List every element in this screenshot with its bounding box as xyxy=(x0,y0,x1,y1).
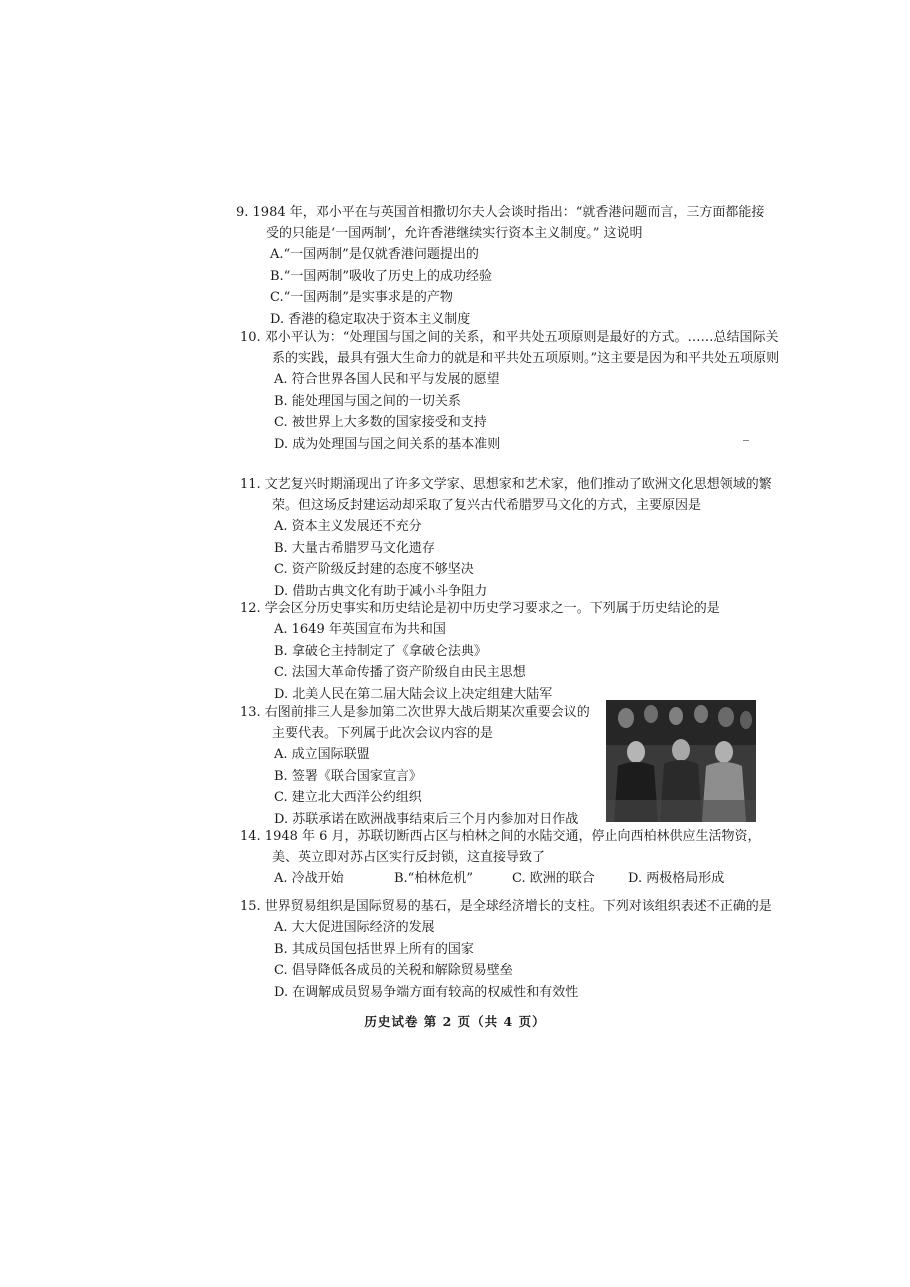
question-15 xyxy=(240,896,780,1003)
option-d: D. 借助古典文化有助于减小斗争阻力 xyxy=(274,583,488,599)
option-a: A. 资本主义发展还不充分 xyxy=(274,519,422,534)
option-b: B. 其成员国包括世界上所有的国家 xyxy=(274,941,474,957)
question-stem: 15. 世界贸易组织是国际贸易的基石，是全球经济增长的支柱。下列对该组织表述不正确的是 xyxy=(240,899,772,914)
option-c: C. 倡导降低各成员的关税和解除贸易壁垒 xyxy=(274,963,513,978)
option-d: D. 在调解成员贸易争端方面有较高的权威性和有效性 xyxy=(274,984,579,1000)
option-a: A.“一国两制”是仅就香港问题提出的 xyxy=(270,247,479,262)
question-13 xyxy=(240,702,590,830)
option-a: A. 符合世界各国人民和平与发展的愿望 xyxy=(274,372,500,387)
question-12 xyxy=(240,598,780,705)
option-b: B. 大量古希腊罗马文化遗存 xyxy=(274,540,435,556)
option-b: B.“一国两制”吸收了历史上的成功经验 xyxy=(270,268,492,284)
option-a: A. 大大促进国际经济的发展 xyxy=(274,920,435,935)
question-stem: 14. 1948 年 6 月，苏联切断西占区与柏林之间的水陆交通，停止向西柏林供应生活物资，美、英立即对苏占区实行反封锁，这直接导致了 xyxy=(240,829,761,865)
option-d: D. 两极格局形成 xyxy=(628,871,725,886)
question-stem: 13. 右图前排三人是参加第二次世界大战后期某次重要会议的主要代表。下列属于此次会议内容的是 xyxy=(240,705,590,741)
options-row xyxy=(274,868,780,889)
option-b: B.“柏林危机” xyxy=(394,871,473,886)
option-d: D. 北美人民在第二届大陆会议上决定组建大陆军 xyxy=(274,686,553,702)
option-a: A. 成立国际联盟 xyxy=(274,747,370,762)
option-c: C. 资产阶级反封建的态度不够坚决 xyxy=(274,562,474,577)
option-d: D. 苏联承诺在欧洲战事结束后三个月内参加对日作战 xyxy=(274,811,579,827)
question-9 xyxy=(236,202,776,330)
yalta-conference-photo xyxy=(606,700,756,822)
page-footer: 历史试卷 第 2 页（共 4 页） xyxy=(364,1014,546,1029)
option-a: A. 冷战开始 xyxy=(274,871,344,886)
option-b: B. 拿破仑主持制定了《拿破仑法典》 xyxy=(274,643,487,659)
question-stem: 11. 文艺复兴时期涌现出了许多文学家、思想家和艺术家，他们推动了欧洲文化思想领域的繁荣。但这场反封建运动却采取了复兴古代希腊罗马文化的方式，主要原因是 xyxy=(240,477,772,513)
question-stem: 10. 邓小平认为：“处理国与国之间的关系，和平共处五项原则是最好的方式。……总结国际关系的实践，最具有强大生命力的就是和平共处五项原则。”这主要是因为和平共处五项原则 xyxy=(240,330,780,366)
question-14 xyxy=(240,826,780,889)
question-11 xyxy=(240,474,780,602)
option-b: B. 签署《联合国家宣言》 xyxy=(274,768,422,784)
option-c: C. 法国大革命传播了资产阶级自由民主思想 xyxy=(274,665,526,680)
option-c: C. 欧洲的联合 xyxy=(512,871,595,886)
option-b: B. 能处理国与国之间的一切关系 xyxy=(274,393,461,409)
question-stem: 9. 1984 年，邓小平在与英国首相撒切尔夫人会谈时指出：“就香港问题而言，三方面都能接受的只能是‘一国两制’，允许香港继续实行资本主义制度。” 这说明 xyxy=(236,205,765,241)
option-c: C.“一国两制”是实事求是的产物 xyxy=(270,290,453,305)
question-10 xyxy=(240,327,780,455)
option-d: D. 成为处理国与国之间关系的基本准则 xyxy=(274,436,501,452)
question-stem: 12. 学会区分历史事实和历史结论是初中历史学习要求之一。下列属于历史结论的是 xyxy=(240,601,720,616)
scan-mark xyxy=(743,440,749,441)
option-c: C. 建立北大西洋公约组织 xyxy=(274,790,422,805)
option-a: A. 1649 年英国宣布为共和国 xyxy=(274,622,446,637)
option-c: C. 被世界上大多数的国家接受和支持 xyxy=(274,415,487,430)
option-d: D. 香港的稳定取决于资本主义制度 xyxy=(270,311,471,327)
